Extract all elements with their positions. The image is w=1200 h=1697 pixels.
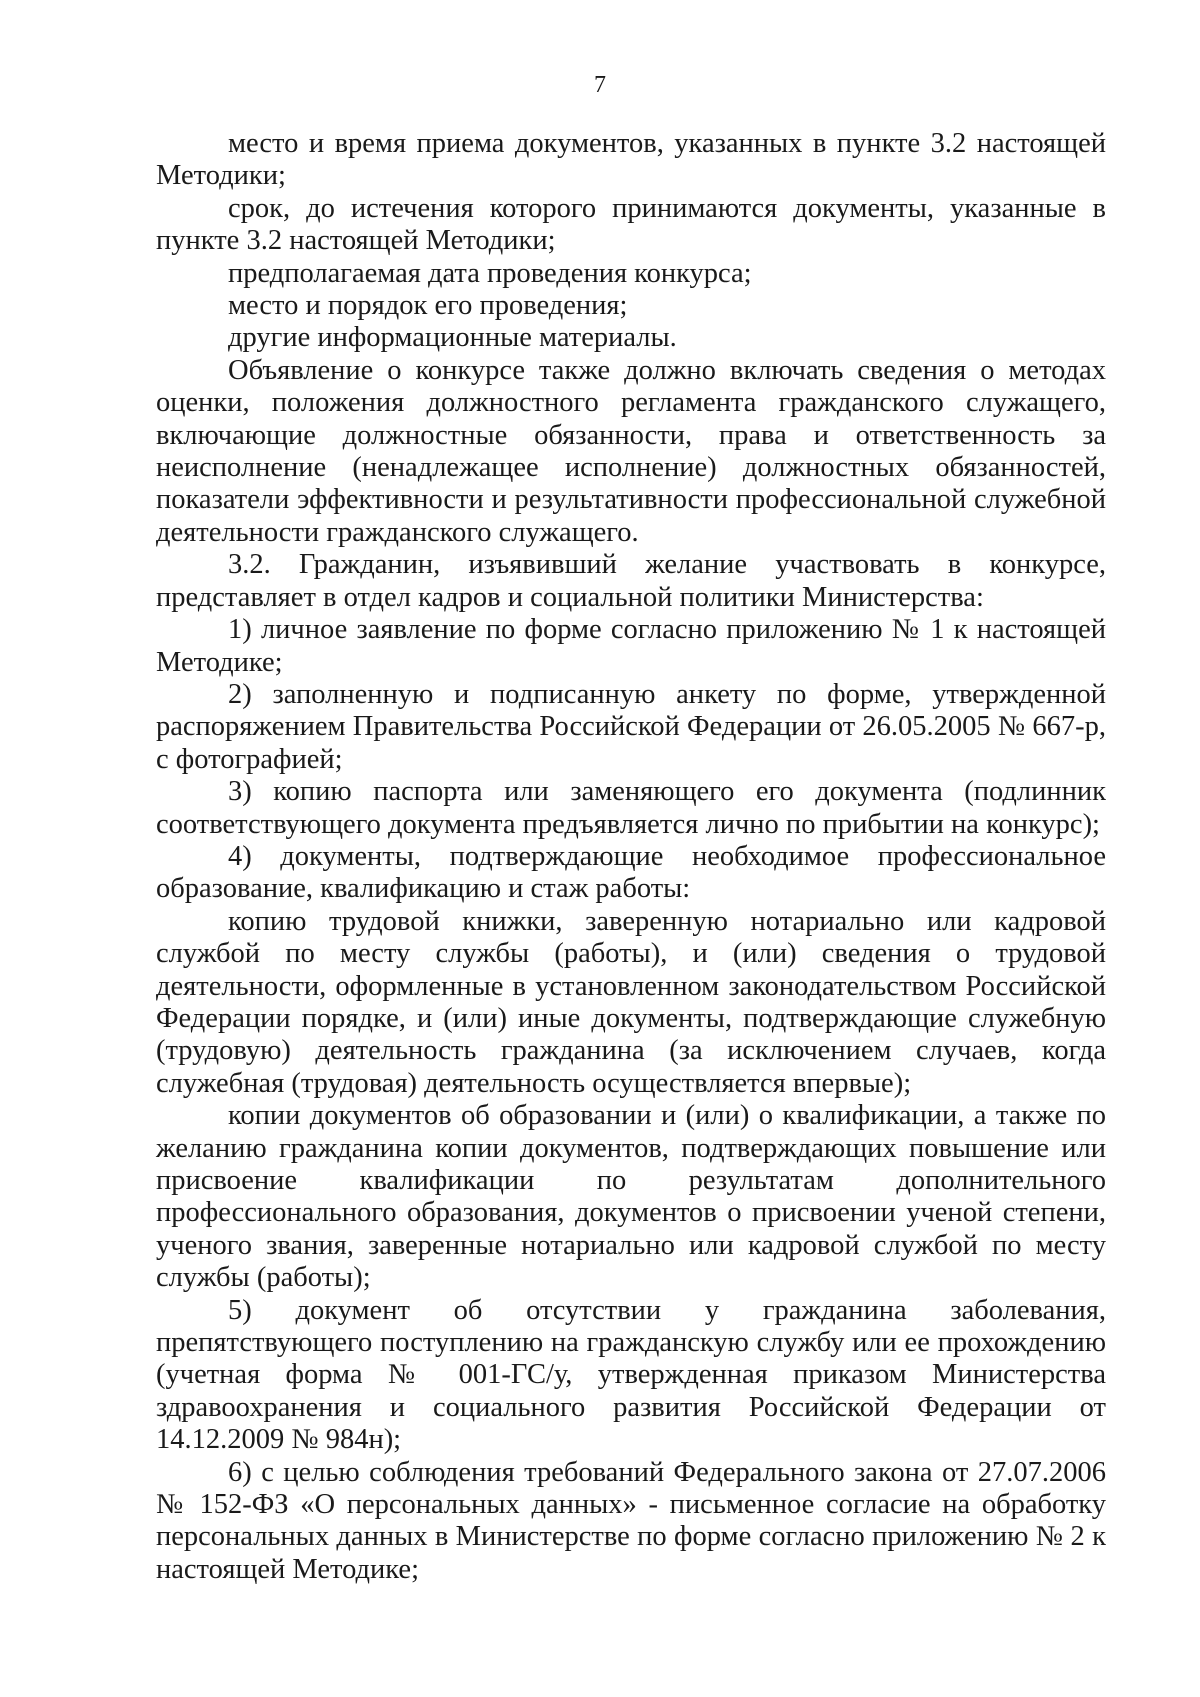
list-item-6-personal-data-consent: 6) с целью соблюдения требований Федерального закона от 27.07.2006 № 152-ФЗ «О персональных данных» - письменное согласие на обработку персональных данных в Министерстве по форме согласно приложению № 2 к настоящей Методике; [156,1456,1106,1585]
paragraph-contest-date: предполагаемая дата проведения конкурса; [228,257,752,289]
list-item-2-questionnaire: 2) заполненную и подписанную анкету по форме, утвержденной распоряжением Правительства Российской Федерации от 26.05.2005 № 667-р, с фотографией; [156,678,1106,775]
paragraph-other-materials: другие информационные материалы. [228,322,677,354]
list-item-3-passport: 3) копию паспорта или заменяющего его документа (подлинник соответствующего документа предъявляется лично по прибытии на конкурс); [156,776,1106,840]
list-item-4-education-documents: 4) документы, подтверждающие необходимое профессиональное образование, квалификацию и стаж работы: [156,840,1106,905]
paragraph-announcement-contents: Объявление о конкурсе также должно включать сведения о методах оценки, положения должностного регламента гражданского служащего, включающие должностные обязанности, права и ответственность за неисполнение (ненадлежащее исполнение) должностных обязанностей, показатели эффективности и результативности профессиональной служебной деятельности гражданского служащего. [156,354,1106,548]
paragraph-reception-place-time: место и время приема документов, указанных в пункте 3.2 настоящей Методики; [156,128,1106,192]
list-item-5-medical-document: 5) документ об отсутствии у гражданина заболевания, препятствующего поступлению на гражданскую службу или ее прохождению (учетная форма № 001-ГС/у, утвержденная приказом Министерства здравоохранения и социального развития Российской Федерации от 14.12.2009 № 984н); [156,1294,1106,1456]
paragraph-section-3-2: 3.2. Гражданин, изъявивший желание участвовать в конкурсе, представляет в отдел кадров и социальной политики Министерства: [156,549,1106,613]
sub-item-education-copies: копии документов об образовании и (или) о квалификации, а также по желанию гражданина копии документов, подтверждающих повышение или присвоение квалификации по результатам дополнительного профессионального образования, документов о присвоении ученой степени, ученого звания, заверенные нотариально или кадровой службой по месту службы (работы); [156,1100,1106,1294]
sub-item-employment-record: копию трудовой книжки, заверенную нотариально или кадровой службой по месту службы (работы), и (или) сведения о трудовой деятельности, оформленные в установленном законодательством Российской Федерации порядке, и (или) иные документы, подтверждающие служебную (трудовую) деятельность гражданина (за исключением случаев, когда служебная (трудовая) деятельность осуществляется впервые); [156,905,1106,1099]
paragraph-deadline: срок, до истечения которого принимаются документы, указанные в пункте 3.2 настоящей Методики; [156,192,1106,257]
list-item-1-application: 1) личное заявление по форме согласно приложению № 1 к настоящей Методике; [156,614,1106,678]
paragraph-contest-place-order: место и порядок его проведения; [228,290,628,322]
document-body [156,128,1106,1586]
page-number: 7 [594,72,606,98]
